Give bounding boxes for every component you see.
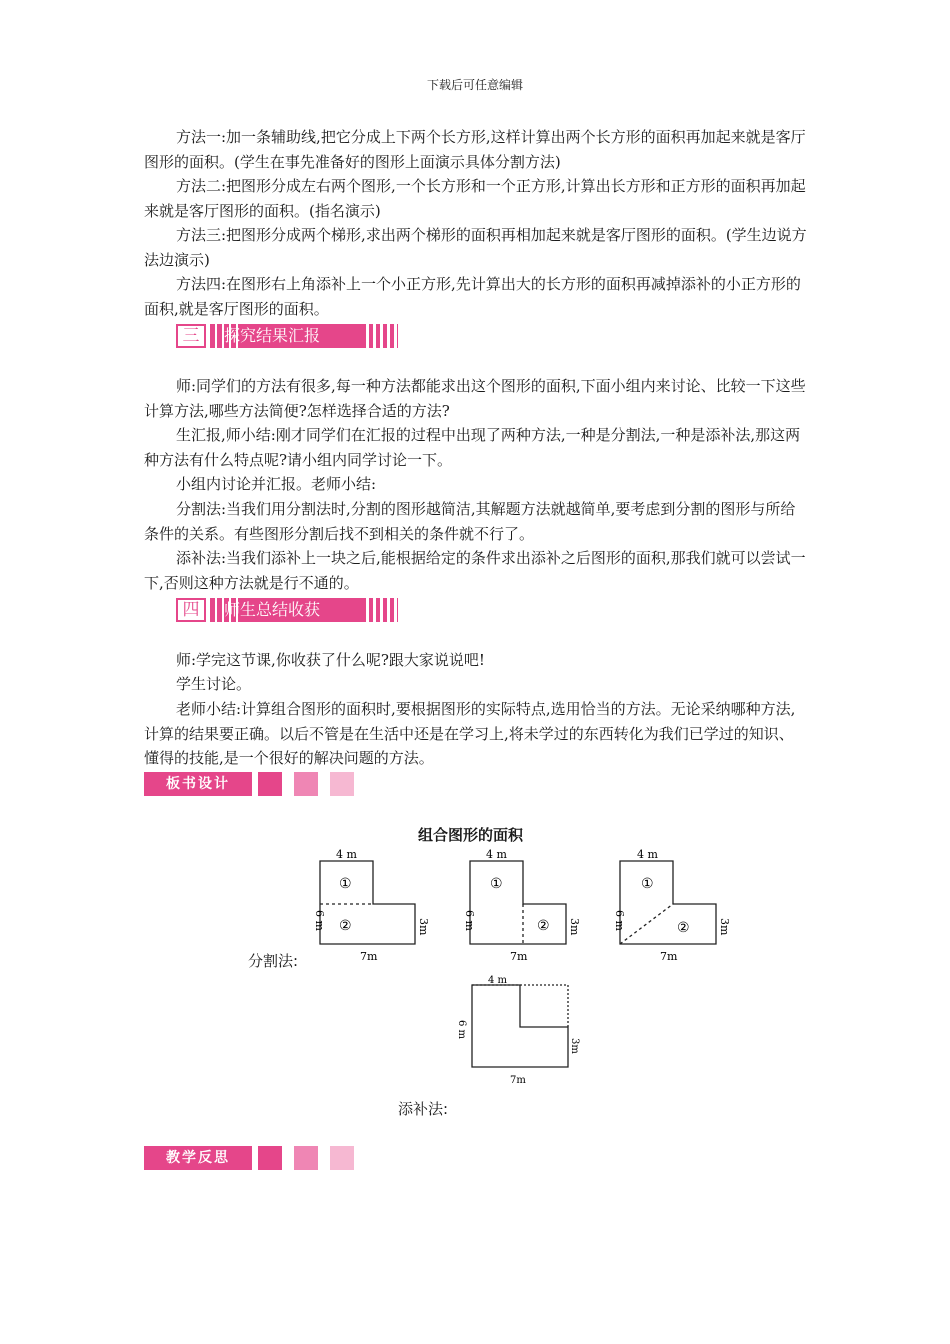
section-4-title: 师生总结收获: [224, 600, 321, 619]
figure-2-top-dim: 4 m: [486, 848, 507, 861]
figure-3-bottom-dim: 7m: [660, 950, 678, 963]
section-4-para-2: 学生讨论。: [176, 675, 252, 693]
figure-2-right-dim: 3m: [568, 918, 581, 936]
figure-3-top-dim: 4 m: [637, 848, 658, 861]
figure-1-outline: [320, 861, 415, 944]
figure-3-left-dim: 6 m: [613, 910, 626, 931]
section-4-number: 四: [176, 598, 206, 622]
page-header-note: 下载后可任意编辑: [426, 78, 523, 92]
section-3-title: 探究结果汇报: [224, 326, 321, 345]
figure-2-outline: [470, 861, 566, 944]
figure-2-left-dim: 6 m: [463, 910, 476, 931]
board-design-label: 板书设计: [144, 772, 252, 796]
figure-3-part-1: ①: [641, 876, 654, 892]
figure-split-diagonal: [620, 861, 716, 944]
method-one: 方法一:加一条辅助线,把它分成上下两个长方形,这样计算出两个长方形的面积再加起来就是客厅图形的面积。(学生在事先准备好的图形上面演示具体分割方法): [144, 128, 806, 171]
split-method-label: 分割法:: [248, 952, 299, 970]
figure-1-right-dim: 3m: [417, 918, 430, 936]
figure-1-bottom-dim: 7m: [360, 950, 378, 963]
figure-1-part-1: ①: [339, 876, 352, 892]
reflection-square-light: [330, 1146, 354, 1170]
figure-1-left-dim: 6 m: [313, 910, 326, 931]
figure-2-bottom-dim: 7m: [510, 950, 528, 963]
figure-4-bottom-dim: 7m: [510, 1075, 526, 1086]
figure-2-part-1: ①: [490, 876, 503, 892]
section-3-para-4: 分割法:当我们用分割法时,分割的图形越简洁,其解题方法就越简单,要考虑到分割的图形与所给条件的关系。有些图形分割后找不到相关的条件就不行了。: [144, 500, 796, 543]
figure-split-horizontal: [320, 861, 415, 944]
method-three: 方法三:把图形分成两个梯形,求出两个梯形的面积再相加起来就是客厅图形的面积。(学生边说方法边演示): [144, 226, 807, 269]
board-title: 组合图形的面积: [418, 826, 524, 844]
figure-3-outline: [620, 861, 716, 944]
figure-2-part-2: ②: [537, 918, 550, 934]
figure-4-right-dim: 3m: [569, 1038, 580, 1054]
figure-3-part-2: ②: [677, 920, 690, 936]
figure-split-vertical: [470, 861, 566, 944]
figure-3-split-line: [620, 904, 673, 944]
section-3-para-2: 生汇报,师小结:刚才同学们在汇报的过程中出现了两种方法,一种是分割法,一种是添补法,那这两种方法有什么特点呢?请小组内同学讨论一下。: [144, 426, 801, 469]
figure-1-part-2: ②: [339, 918, 352, 934]
figure-1-top-dim: 4 m: [336, 848, 357, 861]
figure-fill-method: [472, 985, 568, 1067]
figure-3-right-dim: 3m: [718, 918, 731, 936]
section-3-para-1: 师:同学们的方法有很多,每一种方法都能求出这个图形的面积,下面小组内来讨论、比较一下这些计算方法,哪些方法简便?怎样选择合适的方法?: [144, 377, 806, 420]
figure-4-top-dim: 4 m: [488, 975, 508, 986]
method-two: 方法二:把图形分成左右两个图形,一个长方形和一个正方形,计算出长方形和正方形的面积再加起来就是客厅图形的面积。(指名演示): [144, 177, 806, 220]
section-3-para-5: 添补法:当我们添补上一块之后,能根据给定的条件求出添补之后图形的面积,那我们就可以尝试一下,否则这种方法就是行不通的。: [144, 549, 806, 592]
section-3-para-3: 小组内讨论并汇报。老师小结:: [176, 475, 377, 493]
section-3-number: 三: [176, 324, 206, 348]
reflection-label: 教学反思: [144, 1146, 252, 1170]
reflection-square-dark: [258, 1146, 282, 1170]
reflection-square-mid: [294, 1146, 318, 1170]
section-4-para-3: 老师小结:计算组合图形的面积时,要根据图形的实际特点,选用恰当的方法。无论采纳哪种方法,计算的结果要正确。以后不管是在生活中还是在学习上,将未学过的东西转化为我们已学过的知识、懂得的技能,是一个很好的解决问题的方法。: [144, 700, 796, 767]
figure-4-left-dim: 6 m: [456, 1020, 467, 1040]
figure-4-outline: [472, 985, 568, 1067]
method-four: 方法四:在图形右上角添补上一个小正方形,先计算出大的长方形的面积再减掉添补的小正方形的面积,就是客厅图形的面积。: [144, 275, 801, 318]
fill-method-label: 添补法:: [398, 1100, 449, 1118]
figure-4-added-square: [520, 985, 568, 1027]
section-4-para-1: 师:学完这节课,你收获了什么呢?跟大家说说吧!: [176, 651, 485, 669]
